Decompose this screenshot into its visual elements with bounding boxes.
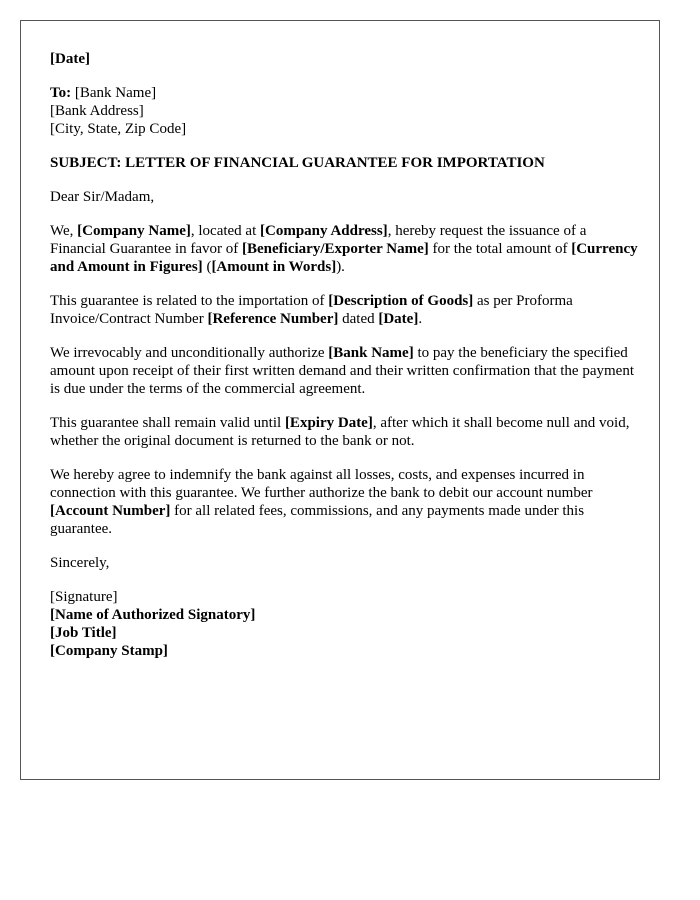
signatory-name: [Name of Authorized Signatory] <box>50 607 256 623</box>
text-fragment: as per Proforma Invoice/Contract Number <box>50 293 573 327</box>
goods-placeholder: [Description of Goods] <box>328 293 474 309</box>
recipient-bank-address: [Bank Address] <box>50 103 144 119</box>
recipient-bank-name-line <box>50 84 640 102</box>
amount-figures-placeholder: [Currency and Amount in Figures] <box>50 241 638 275</box>
date-text: [Date] <box>50 51 90 67</box>
invoice-date-placeholder: [Date] <box>378 311 419 327</box>
signature-placeholder: [Signature] <box>50 589 118 605</box>
text-fragment: We irrevocably and unconditionally authorize <box>50 345 329 361</box>
text-fragment: This guarantee is related to the importation of <box>50 293 329 309</box>
expiry-date-placeholder: [Expiry Date] <box>284 415 373 431</box>
text-fragment: for the total amount of <box>428 241 572 257</box>
subject-line: SUBJECT: LETTER OF FINANCIAL GUARANTEE FOR IMPORTATION <box>50 155 545 171</box>
letter-date <box>50 50 640 68</box>
beneficiary-placeholder: [Beneficiary/Exporter Name] <box>242 241 429 257</box>
letter-body <box>50 50 640 676</box>
company-stamp: [Company Stamp] <box>50 643 168 659</box>
recipient-bank-name: [Bank Name] <box>71 85 157 101</box>
text-fragment: ( <box>202 259 212 275</box>
to-label: To: <box>50 85 72 101</box>
closing: Sincerely, <box>50 555 110 571</box>
paragraph-validity <box>50 414 640 450</box>
text-fragment: , located at <box>190 223 261 239</box>
text-fragment: We, <box>50 223 78 239</box>
amount-words-placeholder: [Amount in Words] <box>211 259 337 275</box>
text-fragment: dated <box>338 311 379 327</box>
text-fragment: , after which it shall become null and void, whether the original document is returned to the bank or not. <box>50 415 630 449</box>
paragraph-authorization <box>50 344 640 398</box>
company-address-placeholder: [Company Address] <box>260 223 388 239</box>
text-fragment: . <box>418 311 423 327</box>
letter-page <box>20 20 660 780</box>
reference-placeholder: [Reference Number] <box>207 311 339 327</box>
text-fragment: for all related fees, commissions, and any payments made under this guarantee. <box>50 503 585 537</box>
text-fragment: , hereby request the issuance of a Financial Guarantee in favor of <box>50 223 587 257</box>
text-fragment: ). <box>336 259 345 275</box>
recipient-block <box>50 84 640 138</box>
paragraph-request <box>50 222 640 276</box>
text-fragment: We hereby agree to indemnify the bank against all losses, costs, and expenses incurred in connection with this guarantee. We further authorize the bank to debit our account number <box>50 467 593 501</box>
salutation: Dear Sir/Madam, <box>50 189 155 205</box>
bank-name-placeholder: [Bank Name] <box>328 345 414 361</box>
job-title: [Job Title] <box>50 625 117 641</box>
recipient-city-state-zip: [City, State, Zip Code] <box>50 121 187 137</box>
text-fragment: This guarantee shall remain valid until <box>50 415 285 431</box>
company-name-placeholder: [Company Name] <box>77 223 191 239</box>
account-number-placeholder: [Account Number] <box>50 503 171 519</box>
signature-block <box>50 588 640 660</box>
text-fragment: to pay the beneficiary the specified amount upon receipt of their first written demand and their written confirmation that the payment is due under the terms of the commercial agreement. <box>50 345 634 397</box>
paragraph-indemnity <box>50 466 640 538</box>
paragraph-importation <box>50 292 640 328</box>
